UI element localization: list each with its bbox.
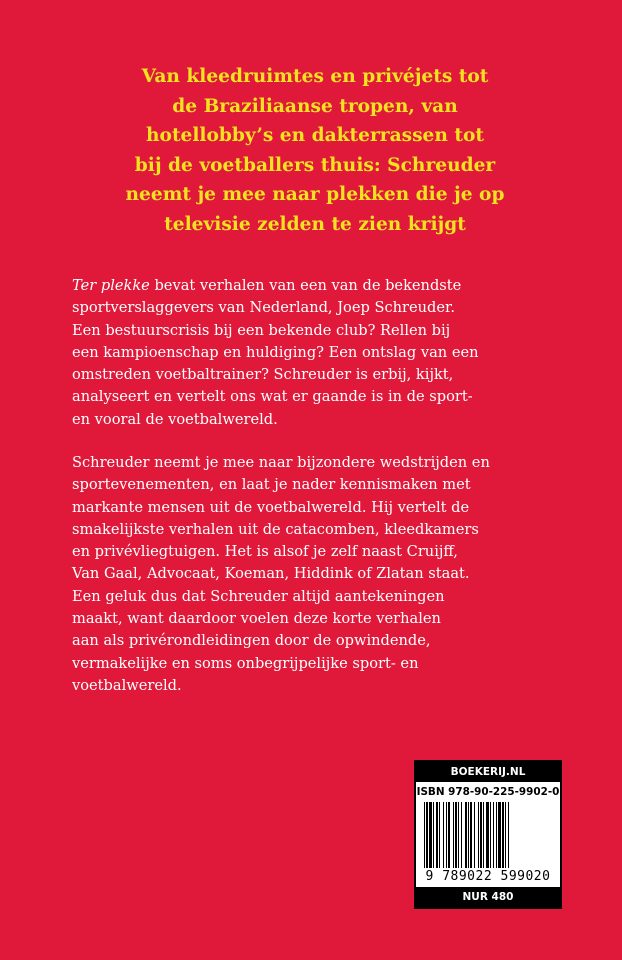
barcode-bar xyxy=(433,802,434,868)
barcode-bars xyxy=(424,802,552,868)
paragraph-line: sportevenementen, en laat je nader kennismaken met xyxy=(72,476,471,494)
paragraph-line: vermakelijke en soms onbegrijpelijke sport- en xyxy=(72,654,419,672)
paragraph-line: een kampioenschap en huldiging? Een ontslag van een xyxy=(72,343,479,361)
ean-number: 9 789022 599020 xyxy=(425,869,551,884)
barcode-bar xyxy=(455,802,457,868)
paragraph-line: en privévliegtuigen. Het is alsof je zelf naast Cruijff, xyxy=(72,543,458,561)
barcode-bar xyxy=(483,802,484,868)
blurb-line: televisie zelden te zien krijgt xyxy=(164,213,466,235)
barcode-bar xyxy=(474,802,475,868)
paragraph-line: smakelijkste verhalen uit de catacomben, kleedkamers xyxy=(72,520,479,538)
barcode-bar xyxy=(486,802,489,868)
paragraph-line: voetbalwereld. xyxy=(72,676,182,694)
barcode-bar xyxy=(424,802,425,868)
paragraph-line: Een geluk dus dat Schreuder altijd aantekeningen xyxy=(72,587,445,605)
barcode-bar xyxy=(461,802,462,868)
barcode-bar xyxy=(426,802,428,868)
paragraph-line: Van Gaal, Advocaat, Koeman, Hiddink of Zlatan staat. xyxy=(72,565,470,583)
barcode-bar xyxy=(502,802,504,868)
barcode-bar xyxy=(468,802,469,868)
nur-label: NUR 480 xyxy=(416,887,560,907)
barcode-bar xyxy=(436,802,438,868)
book-title: Ter plekke xyxy=(72,277,150,294)
barcode-bar xyxy=(465,802,467,868)
barcode-bar xyxy=(470,802,472,868)
paragraph-line: Een bestuurscrisis bij een bekende club? Rellen bij xyxy=(72,321,451,339)
paragraph-line: aan als privérondleidingen door de opwindende, xyxy=(72,632,431,650)
description-paragraph-2 xyxy=(72,452,572,697)
blurb-line: neemt je mee naar plekken die je op xyxy=(125,184,505,205)
barcode-bar xyxy=(478,802,479,868)
blurb-line: de Braziliaanse tropen, van xyxy=(172,95,458,117)
barcode-bar xyxy=(458,802,459,868)
paragraph-line xyxy=(72,275,572,297)
paragraph-line: markante mensen uit de voetbalwereld. Hij vertelt de xyxy=(72,498,470,516)
paragraph-line: sportverslaggevers van Nederland, Joep Schreuder. xyxy=(72,299,456,317)
barcode-bar xyxy=(446,802,447,868)
barcode-bar xyxy=(493,802,494,868)
blurb-line: hotellobby’s en dakterrassen tot xyxy=(146,125,484,146)
barcode-bar xyxy=(498,802,501,868)
isbn-barcode-box xyxy=(414,760,562,909)
back-cover-blurb xyxy=(60,62,570,239)
barcode-bar xyxy=(490,802,491,868)
barcode-bar xyxy=(448,802,450,868)
isbn-label: ISBN 978-90-225-9902-0 xyxy=(416,786,560,798)
barcode-bar xyxy=(439,802,440,868)
paragraph-line: en vooral de voetbalwereld. xyxy=(72,410,278,428)
paragraph-line: Schreuder neemt je mee naar bijzondere wedstrijden en xyxy=(72,454,490,471)
publisher-label: BOEKERIJ.NL xyxy=(416,762,560,782)
barcode-bar xyxy=(508,802,509,868)
barcode-bar xyxy=(480,802,482,868)
blurb-line: Van kleedruimtes en privéjets tot xyxy=(141,66,489,87)
paragraph-line: omstreden voetbaltrainer? Schreuder is erbij, kijkt, xyxy=(72,366,454,384)
blurb-line: bij de voetballers thuis: Schreuder xyxy=(134,154,496,176)
barcode-bar xyxy=(505,802,506,868)
barcode-bar xyxy=(429,802,432,868)
paragraph-line: maakt, want daardoor voelen deze korte verhalen xyxy=(72,610,441,628)
barcode-bar xyxy=(453,802,454,868)
description-paragraph-1 xyxy=(72,275,572,431)
barcode-bar xyxy=(496,802,497,868)
paragraph-line: analyseert en vertelt ons wat er gaande is in de sport- xyxy=(72,388,473,406)
barcode-bar xyxy=(443,802,444,868)
paragraph-line-rest: bevat verhalen van een van de bekendste xyxy=(149,277,462,294)
